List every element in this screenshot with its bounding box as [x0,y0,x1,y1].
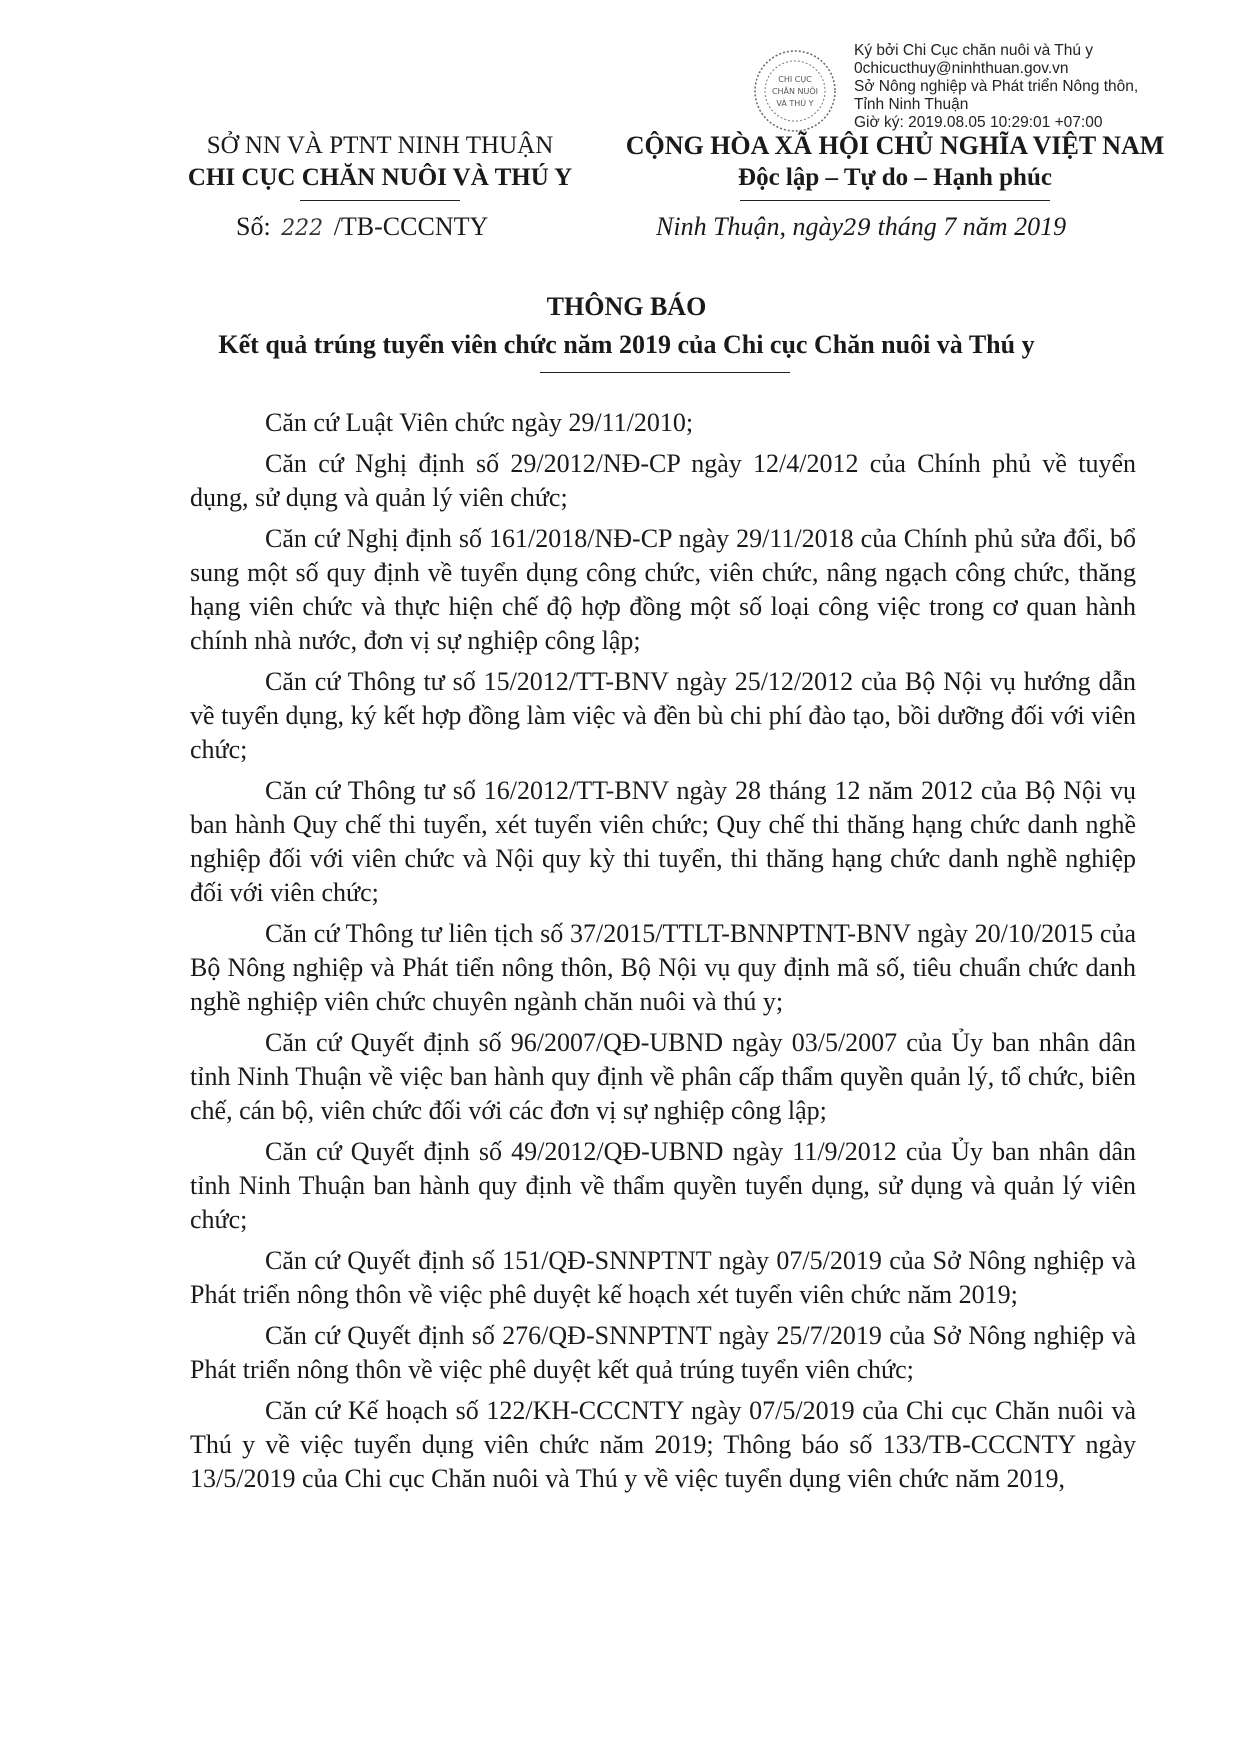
document-title: THÔNG BÁO [546,292,707,321]
signature-line: Sở Nông nghiệp và Phát triển Nông thôn, [854,78,1139,95]
body-paragraph: Căn cứ Nghị định số 161/2018/NĐ-CP ngày 29/11/2018 của Chính phủ sửa đổi, bổ sung một số quy định về tuyển dụng công chức, viên chức, nâng ngạch công chức, thăng hạng viên chức và thực hiện chế độ hợp đồng một số loại công việc trong cơ quan hành chính nhà nước, đơn vị sự nghiệp công lập; [190,524,1136,655]
signature-line: Giờ ký: 2019.08.05 10:29:01 +07:00 [854,114,1103,131]
signature-line: Ký bởi Chi Cục chăn nuôi và Thú y [854,42,1094,59]
document-number [236,210,488,246]
agency-header [150,130,610,194]
nation-header [600,130,1190,194]
seal-stamp-icon [750,46,840,136]
document-date [656,210,1066,246]
motto-underline [740,200,1050,201]
body-paragraph: Căn cứ Quyết định số 96/2007/QĐ-UBND ngày 03/5/2007 của Ủy ban nhân dân tỉnh Ninh Thuận về việc ban hành quy định về phân cấp thẩm quyền quản lý, tổ chức, biên chế, cán bộ, viên chức đối với các đơn vị sự nghiệp công lập; [190,1028,1136,1125]
signature-line: Tỉnh Ninh Thuận [854,96,969,113]
body-paragraph: Căn cứ Quyết định số 49/2012/QĐ-UBND ngày 11/9/2012 của Ủy ban nhân dân tỉnh Ninh Thuận ban hành quy định về thẩm quyền tuyển dụng, sử dụng và quản lý viên chức; [190,1137,1136,1234]
body-paragraph: Căn cứ Thông tư số 16/2012/TT-BNV ngày 28 tháng 12 năm 2012 của Bộ Nội vụ ban hành Quy chế thi tuyển, xét tuyển viên chức; Quy chế thi thăng hạng chức danh nghề nghiệp đối với viên chức và Nội quy kỳ thi tuyển, thi thăng hạng chức danh nghề nghiệp đối với viên chức; [190,776,1136,907]
document-number-handwritten: 222 [281,216,324,241]
nation-motto: Độc lập – Tự do – Hạnh phúc [738,164,1052,191]
signature-line: 0chicucthuy@ninhthuan.gov.vn [854,60,1069,77]
body-paragraph: Căn cứ Quyết định số 151/QĐ-SNNPTNT ngày 07/5/2019 của Sở Nông nghiệp và Phát triển nông thôn về việc phê duyệt kế hoạch xét tuyển viên chức năm 2019; [190,1246,1136,1309]
seal-text-2: CHĂN NUÔI [771,87,819,96]
body-paragraph: Căn cứ Quyết định số 276/QĐ-SNNPTNT ngày 25/7/2019 của Sở Nông nghiệp và Phát triển nông thôn về việc phê duyệt kết quả trúng tuyển viên chức; [190,1321,1136,1384]
agency-parent-name: SỞ NN VÀ PTNT NINH THUẬN [206,132,554,159]
document-date-prefix: Ninh Thuận, ngày [656,212,844,241]
document-subtitle: Kết quả trúng tuyển viên chức năm 2019 của Chi cục Chăn nuôi và Thú y [218,330,1035,359]
body-paragraph: Căn cứ Nghị định số 29/2012/NĐ-CP ngày 12/4/2012 của Chính phủ về tuyển dụng, sử dụng và quản lý viên chức; [190,449,1136,512]
document-number-prefix: Số: [236,212,271,241]
nation-name: CỘNG HÒA XÃ HỘI CHỦ NGHĨA VIỆT NAM [625,131,1165,160]
body-paragraph: Căn cứ Thông tư liên tịch số 37/2015/TTLT-BNNPTNT-BNV ngày 20/10/2015 của Bộ Nông nghiệp và Phát tiển nông thôn, Bộ Nội vụ quy định mã số, tiêu chuẩn chức danh nghề nghiệp viên chức chuyên ngành chăn nuôi và thú y; [190,919,1136,1016]
seal-text-3: VÀ THÚ Y [776,99,814,108]
body-paragraph: Căn cứ Thông tư số 15/2012/TT-BNV ngày 25/12/2012 của Bộ Nội vụ hướng dẫn về tuyển dụng, ký kết hợp đồng làm việc và đền bù chi phí đào tạo, bồi dưỡng đối với viên chức; [190,667,1136,764]
document-body [190,406,1136,1503]
agency-underline [300,200,460,201]
document-date-suffix: tháng 7 năm 2019 [877,212,1067,241]
signature-text [854,42,1234,132]
agency-name: CHI CỤC CHĂN NUÔI VÀ THÚ Y [187,164,573,191]
digital-signature [750,42,1220,132]
body-paragraph: Căn cứ Luật Viên chức ngày 29/11/2010; [265,408,694,437]
seal-text-1: CHI CỤC [778,75,812,84]
body-paragraph: Căn cứ Kế hoạch số 122/KH-CCCNTY ngày 07/5/2019 của Chi cục Chăn nuôi và Thú y về việc tuyển dụng viên chức năm 2019; Thông báo số 133/TB-CCCNTY ngày 13/5/2019 của Chi cục Chăn nuôi và Thú y về việc tuyển dụng viên chức năm 2019, [190,1396,1136,1493]
title-underline [540,372,790,373]
document-date-day-handwritten: 29 [843,216,872,241]
document-number-suffix: /TB-CCCNTY [333,212,489,241]
